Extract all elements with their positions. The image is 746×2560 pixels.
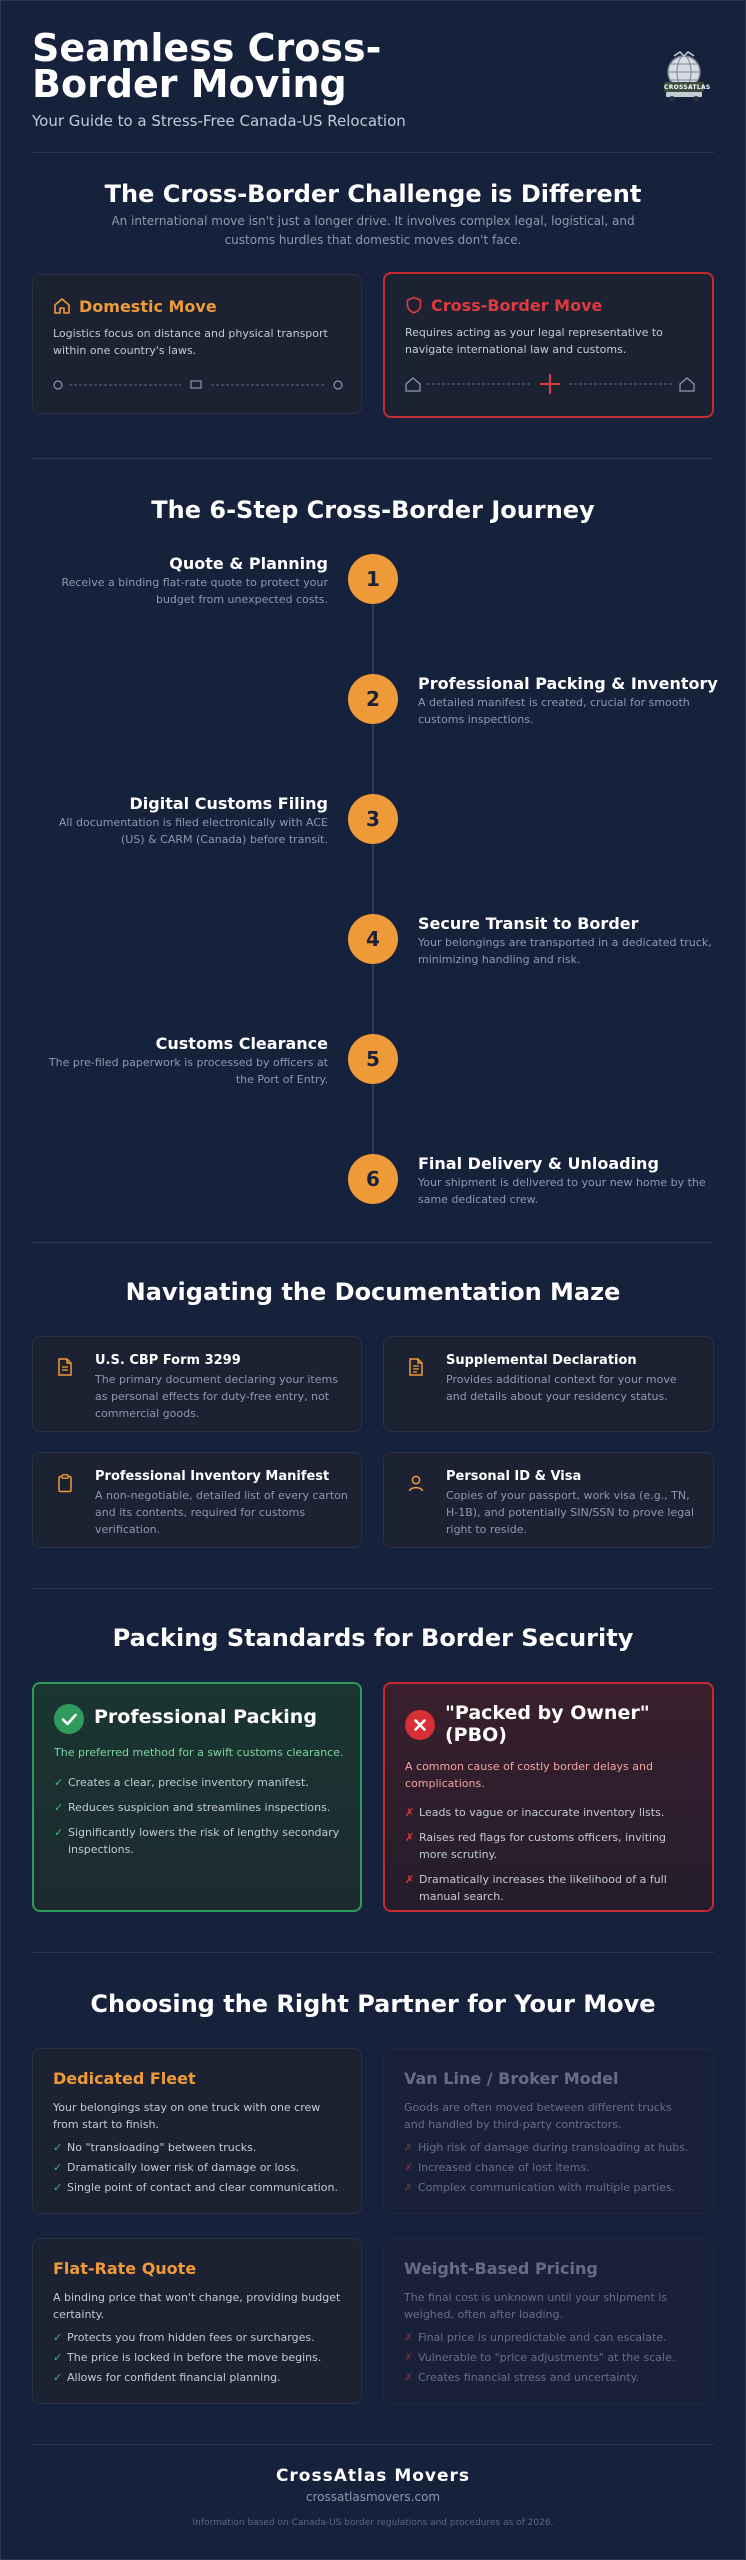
check-icon: ✓ [54, 1801, 64, 1814]
list-item: ✓ Reduces suspicion and streamlines inspections. [54, 1801, 331, 1814]
packed-by-owner-list [405, 1804, 695, 1913]
packed-by-owner-card [383, 1682, 714, 1912]
document-desc: Copies of your passport, work visa (e.g., TN, H-1B), and potentially SIN/SSN to prove legal right to reside. [446, 1489, 695, 1536]
domestic-move-title: Domestic Move [79, 297, 217, 316]
step-desc-5: The pre-filed paperwork is processed by officers at the Port of Entry. [48, 1056, 328, 1086]
check-icon: ✓ [54, 1826, 64, 1839]
cross-icon: ✗ [404, 2331, 414, 2344]
document-card-cbp [32, 1336, 362, 1432]
domestic-move-card [32, 274, 362, 414]
dedicated-fleet-card [32, 2048, 362, 2214]
step-desc-6: Your shipment is delivered to your new home by the same dedicated crew. [418, 1176, 706, 1206]
step-title-2: Professional Packing & Inventory [418, 674, 718, 693]
page-title: Seamless Cross-Border Moving [32, 26, 382, 106]
timeline-connector [372, 722, 374, 794]
document-desc: A non-negotiable, detailed list of every carton and its contents, required for customs verification. [95, 1489, 348, 1536]
professional-packing-subtitle: The preferred method for a swift customs clearance. [54, 1746, 344, 1759]
step-desc-4: Your belongings are transported in a dedicated truck, minimizing handling and risk. [418, 936, 712, 966]
cross-icon: ✗ [404, 2371, 414, 2384]
document-desc: The primary document declaring your items as personal effects for duty-free entry, not commercial goods. [95, 1373, 338, 1420]
document-title: Personal ID & Visa [446, 1469, 582, 1484]
step-title-1: Quote & Planning [169, 554, 328, 573]
footer-note: Information based on Canada-US border regulations and procedures as of 2026. [192, 2518, 554, 2528]
list-item: ✗ Creates financial stress and uncertainty. [404, 2371, 640, 2384]
step-title-5: Customs Clearance [155, 1034, 328, 1053]
timeline-connector [372, 1082, 374, 1154]
weight-pricing-title: Weight-Based Pricing [404, 2259, 598, 2278]
document-lines-icon [406, 1357, 426, 1377]
list-item: ✗ Raises red flags for customs officers, inviting more scrutiny. [405, 1831, 667, 1861]
dedicated-fleet-text: Your belongings stay on one truck with one crew from start to finish. [53, 2101, 321, 2131]
cross-icon: ✗ [404, 2181, 414, 2194]
step-number-4: 4 [348, 914, 398, 964]
check-icon: ✓ [53, 2331, 63, 2344]
partner-title: Choosing the Right Partner for Your Move [90, 1990, 656, 2018]
check-icon: ✓ [53, 2351, 63, 2364]
domestic-route-graphic [53, 377, 343, 391]
weight-pricing-card [383, 2238, 714, 2404]
divider [32, 2444, 714, 2445]
cross-icon: ✗ [404, 2351, 414, 2364]
timeline-connector [372, 842, 374, 914]
cross-border-route-graphic [405, 374, 695, 394]
list-item: ✗ Dramatically increases the likelihood of a full manual search. [405, 1873, 667, 1903]
list-item: ✗ Complex communication with multiple parties. [404, 2181, 676, 2194]
list-item: ✗ Final price is unpredictable and can escalate. [404, 2331, 667, 2344]
document-title: U.S. CBP Form 3299 [95, 1353, 241, 1368]
list-item: ✓ Single point of contact and clear communication. [53, 2181, 339, 2194]
step-number-3: 3 [348, 794, 398, 844]
list-item: ✗ Leads to vague or inaccurate inventory lists. [405, 1806, 665, 1819]
list-item: ✓ Allows for confident financial planning. [53, 2371, 281, 2384]
divider [32, 458, 714, 459]
document-desc: Provides additional context for your move and details about your residency status. [446, 1373, 677, 1403]
weight-pricing-text: The final cost is unknown until your shipment is weighed, often after loading. [404, 2291, 668, 2321]
cross-border-move-text: Requires acting as your legal representative to navigate international law and customs. [405, 326, 663, 356]
packed-by-owner-title: "Packed by Owner" (PBO) [445, 1702, 650, 1746]
step-number-1: 1 [348, 554, 398, 604]
list-item: ✓ Creates a clear, precise inventory manifest. [54, 1776, 309, 1789]
footer-company: CrossAtlas Movers [275, 2466, 471, 2486]
professional-packing-title: Professional Packing [94, 1706, 317, 1728]
check-icon: ✓ [53, 2161, 63, 2174]
cross-border-move-title: Cross-Border Move [431, 296, 603, 315]
packing-title: Packing Standards for Border Security [112, 1624, 634, 1652]
check-icon: ✓ [54, 1776, 64, 1789]
globe-logo-icon [654, 48, 714, 108]
flat-rate-card [32, 2238, 362, 2404]
list-item: ✗ Increased chance of lost items. [404, 2161, 590, 2174]
step-title-6: Final Delivery & Unloading [418, 1154, 659, 1173]
professional-packing-card [32, 1682, 362, 1912]
check-circle-icon [54, 1704, 84, 1734]
flat-rate-text: A binding price that won't change, providing budget certainty. [53, 2291, 341, 2321]
step-number-2: 2 [348, 674, 398, 724]
step-title-4: Secure Transit to Border [418, 914, 639, 933]
divider [32, 1242, 714, 1243]
journey-title: The 6-Step Cross-Border Journey [151, 496, 595, 524]
page-subtitle: Your Guide to a Stress-Free Canada-US Relocation [32, 112, 406, 130]
clipboard-icon [55, 1473, 75, 1493]
list-item: ✓ Dramatically lower risk of damage or loss. [53, 2161, 300, 2174]
documents-title: Navigating the Documentation Maze [125, 1278, 621, 1306]
check-icon: ✓ [53, 2371, 63, 2384]
footer-website-link[interactable]: crossatlasmovers.com [305, 2490, 441, 2504]
challenge-title: The Cross-Border Challenge is Different [104, 180, 642, 208]
divider [32, 1588, 714, 1589]
divider [32, 152, 714, 153]
flat-rate-list [53, 2329, 343, 2389]
van-line-text: Goods are often moved between different trucks and handled by third-party contractors. [404, 2101, 672, 2131]
divider [32, 1952, 714, 1953]
van-line-card [383, 2048, 714, 2214]
list-item: ✓ Significantly lowers the risk of lengthy secondary inspections. [54, 1826, 340, 1856]
dedicated-fleet-list [53, 2139, 343, 2199]
logo-text: CROSSATLAS [664, 84, 711, 91]
flat-rate-title: Flat-Rate Quote [53, 2259, 197, 2278]
document-icon [55, 1357, 75, 1377]
check-icon: ✓ [53, 2141, 63, 2154]
document-title: Professional Inventory Manifest [95, 1469, 330, 1484]
document-title: Supplemental Declaration [446, 1353, 637, 1368]
timeline-connector [372, 604, 374, 674]
home-icon [53, 297, 71, 315]
domestic-move-text: Logistics focus on distance and physical transport within one country's laws. [53, 327, 328, 357]
challenge-description: An international move isn't just a longer drive. It involves complex legal, logistical, and customs hurdles that domestic moves don't face. [111, 214, 635, 247]
person-icon [406, 1473, 426, 1493]
weight-pricing-list [404, 2329, 694, 2389]
list-item: ✓ Protects you from hidden fees or surcharges. [53, 2331, 315, 2344]
step-number-6: 6 [348, 1154, 398, 1204]
cross-border-move-card [383, 272, 714, 418]
document-card-supplemental [383, 1336, 714, 1432]
list-item: ✓ The price is locked in before the move begins. [53, 2351, 322, 2364]
x-circle-icon [405, 1710, 435, 1740]
professional-packing-list [54, 1774, 344, 1866]
cross-icon: ✗ [404, 2141, 414, 2154]
step-number-5: 5 [348, 1034, 398, 1084]
timeline-connector [372, 962, 374, 1034]
list-item: ✓ No "transloading" between trucks. [53, 2141, 257, 2154]
check-icon: ✓ [53, 2181, 63, 2194]
list-item: ✗ High risk of damage during transloading at hubs. [404, 2141, 689, 2154]
step-desc-3: All documentation is filed electronically with ACE (US) & CARM (Canada) before transit. [58, 816, 328, 846]
step-desc-1: Receive a binding flat-rate quote to protect your budget from unexpected costs. [61, 576, 328, 606]
cross-icon: ✗ [404, 2161, 414, 2174]
dedicated-fleet-title: Dedicated Fleet [53, 2069, 196, 2088]
shield-icon [405, 296, 423, 314]
van-line-list [404, 2139, 694, 2199]
cross-icon: ✗ [405, 1806, 415, 1819]
packed-by-owner-subtitle: A common cause of costly border delays and complications. [405, 1760, 653, 1790]
cross-icon: ✗ [405, 1873, 415, 1886]
document-card-id [383, 1452, 714, 1548]
step-desc-2: A detailed manifest is created, crucial for smooth customs inspections. [418, 696, 690, 726]
document-card-manifest [32, 1452, 362, 1548]
van-line-title: Van Line / Broker Model [404, 2069, 619, 2088]
list-item: ✗ Vulnerable to "price adjustments" at the scale. [404, 2351, 676, 2364]
cross-icon: ✗ [405, 1831, 415, 1844]
step-title-3: Digital Customs Filing [129, 794, 328, 813]
